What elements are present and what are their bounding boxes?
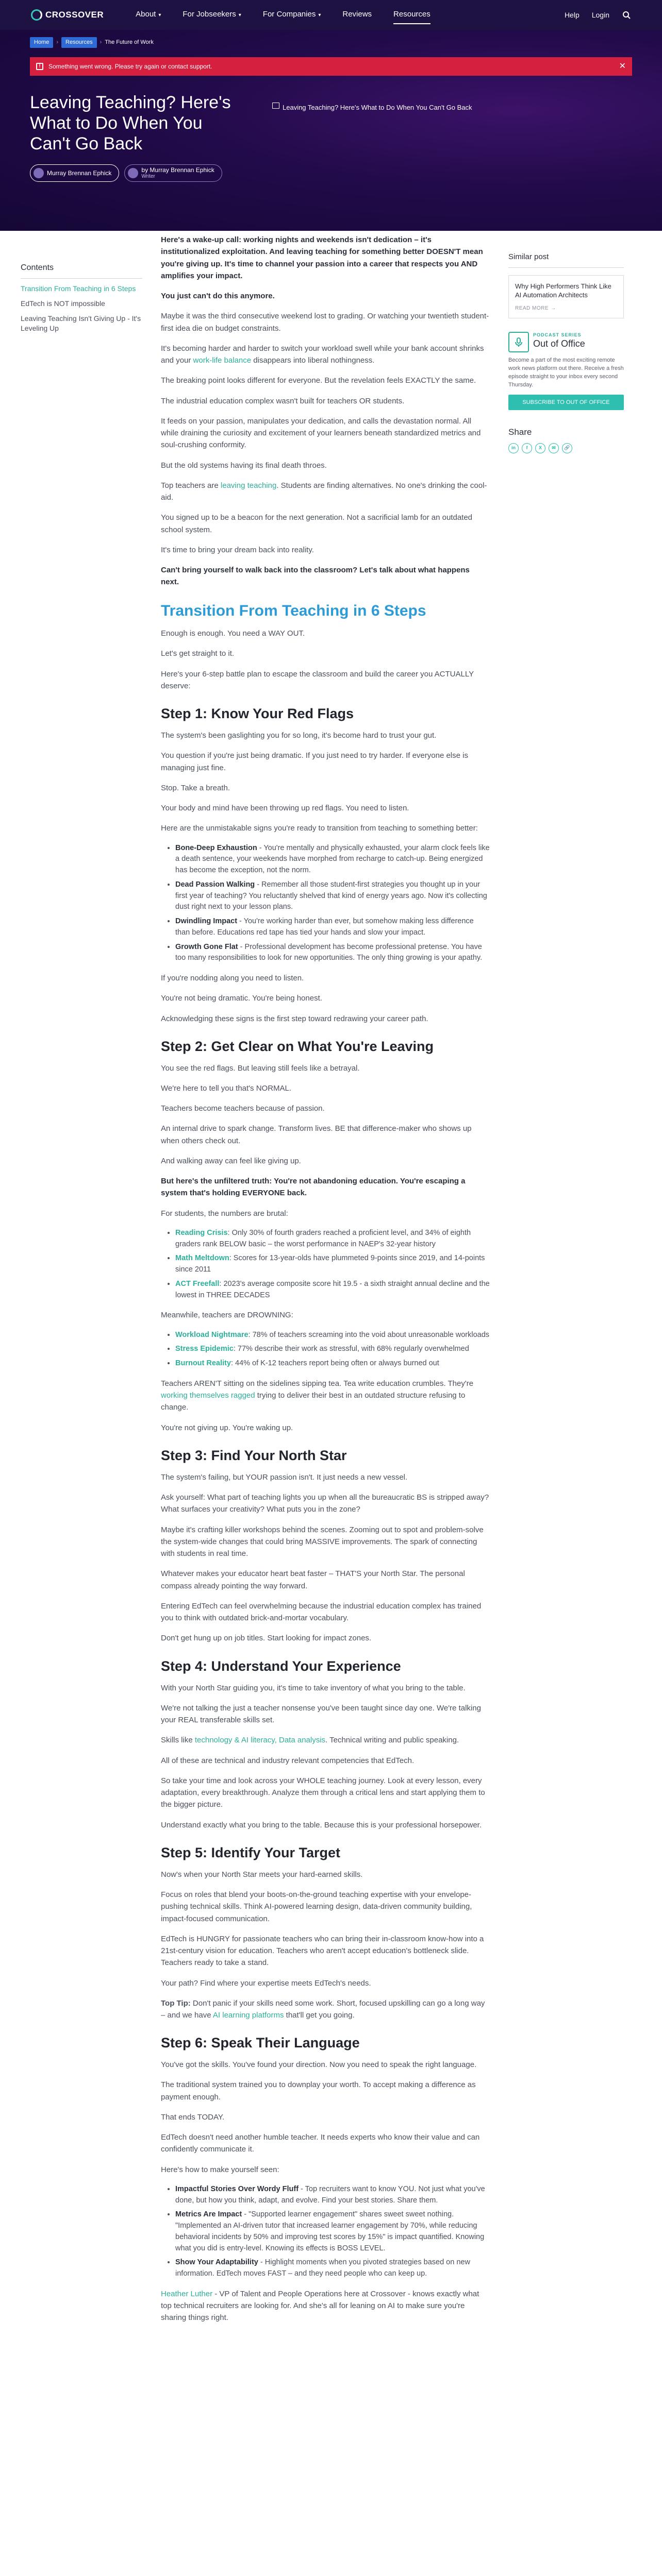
author-name: Murray Brennan Ephick <box>47 169 112 177</box>
paragraph: Ask yourself: What part of teaching lights you up when all the bureaucratic BS is stripped away? What surfaces your creativity? What puts you in the zone? <box>161 1493 489 1514</box>
paragraph: It feeds on your passion, manipulates your dedication, and calls the devastation normal. All while draining the curiosity and excitement of your learners beneath standardized metrics and soul-crushing conformity. <box>161 416 481 450</box>
paragraph <box>161 2288 490 2324</box>
paragraph: You signed up to be a beacon for the next generation. Not a sacrificial lamb for an outdated school system. <box>161 513 473 534</box>
linkedin-icon[interactable]: in <box>508 443 519 453</box>
paragraph: The breaking point looks different for everyone. But the revelation feels EXACTLY the same. <box>161 376 476 385</box>
paragraph: Whatever makes your educator heart beat faster – THAT'S your North Star. The personal compass already pointing the way forward. <box>161 1569 465 1590</box>
error-alert <box>30 57 632 76</box>
list-item-text: : 78% of teachers screaming into the void about unreasonable workloads <box>248 1330 490 1339</box>
paragraph: Maybe it was the third consecutive weekend lost to grading. Or watching your twentieth student-first idea die on budget constraints. <box>161 312 489 333</box>
paragraph: An internal drive to spark change. Transform lives. BE that difference-maker who shows up when others check out. <box>161 1124 472 1145</box>
breadcrumb-current: The Future of Work <box>105 39 154 45</box>
nav-resources[interactable]: Resources <box>393 6 431 25</box>
arrow-right-icon: → <box>551 305 556 311</box>
text: Top teachers are <box>161 481 221 490</box>
intro-paragraph: Here's a wake-up call: working nights and weekends isn't dedication – it's institutionalized exploitation. And leaving teaching for something better DOESN'T mean you're giving up. It's time to channel your passion into a career that respects you AND amplifies your impact. <box>161 235 483 280</box>
paragraph: Here are the unmistakable signs you're ready to transition from teaching to something better: <box>161 824 478 833</box>
paragraph: EdTech is HUNGRY for passionate teachers who can bring their in-classroom know-how into a 21st-century vision for education. Teachers who aren't accept education's bottleneck slide. Teachers ready to take a stand. <box>161 1934 484 1968</box>
hero-image <box>272 103 472 182</box>
top-tip-label: Top Tip: <box>161 1998 191 2008</box>
paragraph: You're not being dramatic. You're being honest. <box>161 994 322 1003</box>
authors <box>30 164 246 182</box>
stat-link[interactable]: Math Meltdown <box>175 1254 229 1263</box>
logo-mark-icon <box>31 9 42 21</box>
list-item <box>175 1358 490 1369</box>
paragraph: You question if you're just being dramatic. If you just need to try harder. If everyone else is managing just fine. <box>161 751 468 772</box>
paragraph: Stop. Take a breath. <box>161 783 230 792</box>
list-item-text: - "Supported learner engagement" shares sweet sweet nothing. "Implemented an AI-driven tutor that increased learner engagement by 70%, while reducing behavioral incidents by 50% and improving test scores by 15%" is impact quantified. Knowing what you did is entry-level. Knowing its effects is BOSS LEVEL. <box>175 2210 485 2252</box>
work-life-balance-link[interactable]: work-life balance <box>193 356 252 365</box>
list-item <box>175 2209 490 2254</box>
paragraph: But here's the unfiltered truth: You're not abandoning education. You're escaping a system that's holding EVERYONE back. <box>161 1177 466 1198</box>
nav-about[interactable] <box>136 6 161 25</box>
paragraph: You just can't do this anymore. <box>161 292 275 300</box>
working-ragged-link[interactable]: working themselves ragged <box>161 1391 255 1400</box>
paragraph: The industrial education complex wasn't built for teachers OR students. <box>161 396 405 405</box>
hero <box>0 30 662 231</box>
teacher-stats-list <box>175 1330 490 1369</box>
podcast-icon <box>508 332 529 352</box>
paragraph: With your North Star guiding you, it's time to take inventory of what you bring to the table. <box>161 1683 466 1692</box>
step-1-heading: Step 1: Know Your Red Flags <box>161 706 354 722</box>
list-item <box>175 1279 490 1301</box>
breadcrumb-resources[interactable]: Resources <box>61 37 97 48</box>
step-3-heading: Step 3: Find Your North Star <box>161 1447 347 1463</box>
broken-image-icon <box>272 103 279 109</box>
paragraph: Teachers become teachers because of passion. <box>161 1104 325 1113</box>
text: . Students are finding alternatives. No one's drinking the cool-aid. <box>161 481 487 502</box>
paragraph: It's time to bring your dream back into reality. <box>161 545 314 554</box>
table-of-contents <box>21 231 150 2332</box>
close-icon[interactable]: ✕ <box>619 61 626 71</box>
paragraph: You're not giving up. You're waking up. <box>161 1423 293 1432</box>
main-menu <box>136 6 431 25</box>
paragraph: Acknowledging these signs is the first step toward redrawing your career path. <box>161 1014 428 1023</box>
paragraph: Don't get hung up on job titles. Start looking for impact zones. <box>161 1634 372 1643</box>
paragraph: Here's how to make yourself seen: <box>161 2165 279 2174</box>
list-item <box>175 843 490 876</box>
breadcrumb-separator: › <box>56 39 59 45</box>
list-item-text: : 44% of K-12 teachers report being often or always burned out <box>230 1359 439 1368</box>
paragraph: But the old systems having its final death throes. <box>161 461 327 470</box>
podcast-header <box>508 332 624 352</box>
avatar <box>34 168 44 178</box>
share-section <box>508 426 624 453</box>
list-item-text: - Top recruiters want to know YOU. Not just what you've done, but how you think, adapt, and evolve. Find your best stories. Share them. <box>175 2184 485 2205</box>
paragraph: We're not talking the just a teacher nonsense you've been taught since day one. We're talking your REAL transferable skills set. <box>161 1703 481 1725</box>
top-navigation <box>0 0 662 30</box>
breadcrumb <box>30 30 632 48</box>
paragraph: The traditional system trained you to downplay your worth. To accept making a difference as payment enough. <box>161 2080 476 2102</box>
paragraph <box>161 480 490 504</box>
step-2-heading: Step 2: Get Clear on What You're Leaving <box>161 1038 434 1054</box>
stat-link[interactable]: ACT Freefall <box>175 1279 220 1288</box>
paragraph: So take your time and look across your WHOLE teaching journey. Look at every lesson, every adaptation, every breakthrough. Analyze them through a critical lens and start applying them to the bigger picture. <box>161 1776 485 1809</box>
paragraph: Can't bring yourself to walk back into the classroom? Let's talk about what happens next. <box>161 566 470 587</box>
list-item-text: - Highlight moments when you pivoted strategies based on new information. EdTech moves FAST – and they need people who can keep up. <box>175 2258 470 2278</box>
warning-icon: ! <box>36 63 43 70</box>
paragraph: Understand exactly what you bring to the table. Because this is your professional horsepower. <box>161 1820 482 1829</box>
breadcrumb-home[interactable]: Home <box>30 37 53 48</box>
stat-link[interactable]: Stress Epidemic <box>175 1345 234 1353</box>
chevron-down-icon: ▾ <box>238 12 241 18</box>
paragraph: Meanwhile, teachers are DROWNING: <box>161 1311 293 1320</box>
page-title: Leaving Teaching? Here's What to Do When You Can't Go Back <box>30 92 231 154</box>
podcast-tag: PODCAST SERIES <box>533 332 582 338</box>
list-item <box>175 879 490 913</box>
stat-link[interactable]: Burnout Reality <box>175 1359 231 1368</box>
podcast-promo <box>508 332 624 410</box>
toc-item[interactable]: EdTech is NOT impossible <box>21 299 105 308</box>
paragraph: Let's get straight to it. <box>161 649 235 658</box>
paragraph: Maybe it's crafting killer workshops behind the scenes. Zooming out to spot and problem-solve the system-wide changes that could bring MASSIVE improvements. The spark of connecting with students in real time. <box>161 1525 484 1558</box>
article-body <box>150 231 490 2332</box>
paragraph: Focus on roles that blend your boots-on-the-ground teaching expertise with your envelope-pushing technical skills. Think AI-powered learning design, data-driven community building, impact-focused communication. <box>161 1890 472 1923</box>
heather-luther-link[interactable]: Heather Luther <box>161 2289 213 2298</box>
ai-learning-platforms-link[interactable]: AI learning platforms <box>212 2011 284 2020</box>
search-icon[interactable] <box>622 10 631 20</box>
text: - VP of Talent and People Operations here at Crossover - knows exactly what top technical recruiters are looking for. And she's all for leaning on AI to make sure you're sharing things right. <box>161 2289 479 2323</box>
paragraph <box>161 1734 490 1746</box>
paragraph: Enough is enough. You need a WAY OUT. <box>161 629 305 638</box>
paragraph: If you're nodding along you need to listen. <box>161 974 304 983</box>
list-item-text: : Only 30% of fourth graders reached a proficient level, and 34% of eighth graders rank BELOW basic – the worst performance in NAEP's 32-year history <box>175 1228 471 1248</box>
nav-reviews[interactable]: Reviews <box>342 9 372 19</box>
related-post-title: Why High Performers Think Like AI Automation Architects <box>515 282 611 299</box>
paragraph: For students, the numbers are brutal: <box>161 1209 288 1218</box>
x-twitter-icon[interactable]: X <box>535 443 545 453</box>
list-item <box>175 1330 490 1341</box>
author-byline: by Murray Brennan Ephick <box>141 166 214 174</box>
list-item <box>175 2184 490 2207</box>
logo-text: CROSSOVER <box>45 10 104 20</box>
paragraph: That ends TODAY. <box>161 2112 225 2122</box>
chevron-down-icon: ▾ <box>158 12 161 18</box>
nav-companies-label: For Companies <box>262 9 316 19</box>
avatar <box>128 168 138 178</box>
text: . Technical writing and public speaking. <box>325 1736 459 1745</box>
author-info <box>141 166 214 180</box>
email-icon[interactable]: ✉ <box>549 443 559 453</box>
alert-text: Something went wrong. Please try again or contact support. <box>48 62 212 70</box>
read-more-link[interactable] <box>515 305 617 312</box>
list-item-text: - You're working harder than ever, but somehow making less difference than before. Educations red tape has tied your hands and slow your impact. <box>175 917 474 937</box>
text: disappears into liberal nothingness. <box>251 356 375 365</box>
login-link[interactable]: Login <box>591 10 609 19</box>
chevron-down-icon: ▾ <box>318 12 321 18</box>
red-flags-list <box>175 843 490 964</box>
list-item-text: : 2023's average composite score hit 19.5 - a sixth straight annual decline and the lowest in THREE DECADES <box>175 1279 490 1299</box>
list-item-text: : Scores for 13-year-olds have plummeted 9-points since 2019, and 14-points since 2011 <box>175 1254 485 1274</box>
step-5-heading: Step 5: Identify Your Target <box>161 1844 341 1860</box>
breadcrumb-separator: › <box>100 39 102 45</box>
paragraph <box>161 343 490 367</box>
subscribe-button[interactable]: SUBSCRIBE TO OUT OF OFFICE <box>508 395 624 411</box>
paragraph: The system's been gaslighting you for so long, it's become hard to trust your gut. <box>161 731 437 740</box>
step-6-heading: Step 6: Speak Their Language <box>161 2035 360 2051</box>
list-item-title: Growth Gone Flat <box>175 942 238 951</box>
toc-heading: Contents <box>21 262 142 279</box>
step-4-heading: Step 4: Understand Your Experience <box>161 1658 401 1674</box>
paragraph: And walking away can feel like giving up. <box>161 1156 301 1165</box>
text: Teachers AREN'T sitting on the sidelines sipping tea. Tea write education crumbles. They're <box>161 1379 474 1388</box>
share-icons <box>508 443 624 453</box>
list-item-title: Metrics Are Impact <box>175 2210 242 2219</box>
paragraph: Entering EdTech can feel overwhelming because the industrial education complex has trained you to think with outdated brick-and-mortar vocabulary. <box>161 1601 482 1623</box>
hero-left <box>30 92 246 182</box>
list-item <box>175 2257 490 2280</box>
toc-item[interactable]: Transition From Teaching in 6 Steps <box>21 284 136 293</box>
leaving-teaching-link[interactable]: leaving teaching <box>220 481 277 490</box>
share-heading: Share <box>508 427 532 437</box>
list-item-text: - Professional development has become professional pretense. You have too many responsibilities to look for new opportunities. The only thing growing is your apathy. <box>175 942 483 962</box>
list-item <box>175 916 490 939</box>
stat-link[interactable]: Workload Nightmare <box>175 1330 249 1339</box>
list-item-text: - You're mentally and physically exhausted, your alarm clock feels like a death sentence, your weekends have morphed from recharge to catch-up. Being energized has become the exception, not the norm. <box>175 843 490 875</box>
list-item-text: - Remember all those student-first strategies you thought up in your first year of teaching? You reluctantly shelved that kind of energy years ago. Now it's collecting dust right next to your lesson plans. <box>175 880 487 911</box>
list-item-title: Show Your Adaptability <box>175 2258 258 2267</box>
right-sidebar <box>508 231 624 2332</box>
list-item-title: Bone-Deep Exhaustion <box>175 843 257 852</box>
read-more-label: READ MORE <box>515 305 549 311</box>
text: that'll get you going. <box>284 2011 355 2020</box>
student-stats-list <box>175 1228 490 1301</box>
paragraph: All of these are technical and industry relevant competencies that EdTech. <box>161 1756 415 1765</box>
list-item-title: Impactful Stories Over Wordy Fluff <box>175 2184 299 2193</box>
nav-for-jobseekers[interactable] <box>183 6 241 25</box>
language-tips-list <box>175 2184 490 2280</box>
author-role: Writer <box>141 174 155 180</box>
author-pill-writer[interactable] <box>124 164 222 182</box>
copy-link-icon[interactable]: 🔗 <box>562 443 572 453</box>
nav-for-companies[interactable] <box>263 6 321 25</box>
paragraph: Now's when your North Star meets your hard-earned skills. <box>161 1870 363 1879</box>
list-item <box>175 942 490 964</box>
related-post-card[interactable] <box>508 275 624 319</box>
list-item <box>175 1253 490 1276</box>
list-item-title: Dead Passion Walking <box>175 880 255 889</box>
text: It's becoming harder and harder to switch your workload swell while your bank account shrinks and your <box>161 344 484 365</box>
text: Don't panic if your skills need some work. Short, focused upskilling can go a long way – and we have <box>161 1998 485 2020</box>
help-link[interactable]: Help <box>564 10 580 19</box>
list-item-text: : 77% describe their work as stressful, with 68% regularly overwhelmed <box>233 1345 469 1353</box>
paragraph: You've got the skills. You've found your direction. Now you need to speak the right language. <box>161 2060 477 2070</box>
paragraph: Your body and mind have been throwing up red flags. You need to listen. <box>161 804 409 813</box>
list-item-title: Dwindling Impact <box>175 917 238 926</box>
list-item <box>175 1344 490 1355</box>
main-content <box>0 231 662 2332</box>
paragraph <box>161 1378 490 1414</box>
crossover-logo[interactable] <box>31 8 104 22</box>
nav-about-label: About <box>136 9 156 19</box>
paragraph: EdTech doesn't need another humble teacher. It needs experts who know their value and can confidently communicate it. <box>161 2133 480 2154</box>
paragraph: Your path? Find where your expertise meets EdTech's needs. <box>161 1978 371 1988</box>
paragraph: We're here to tell you that's NORMAL. <box>161 1083 292 1093</box>
podcast-description: Become a part of the most exciting remote work news platform out there. Receive a fresh episode straight to your inbox every second Thursday. <box>508 357 624 388</box>
paragraph: Here's your 6-step battle plan to escape the classroom and build the career you ACTUALLY deserve: <box>161 669 474 690</box>
section-heading-steps: Transition From Teaching in 6 Steps <box>161 602 426 619</box>
nav-right <box>565 10 631 21</box>
paragraph: You see the red flags. But leaving still feels like a betrayal. <box>161 1063 360 1073</box>
similar-post-heading: Similar post <box>508 251 624 268</box>
paragraph <box>161 1997 490 2022</box>
list-item <box>175 1228 490 1250</box>
skills-link[interactable]: technology & AI literacy, Data analysis <box>194 1736 326 1745</box>
nav-jobseekers-label: For Jobseekers <box>183 9 236 19</box>
text: Skills like <box>161 1736 195 1745</box>
text: trying to deliver their best in an outdated structure refusing to change. <box>161 1391 466 1412</box>
hero-row <box>30 92 632 182</box>
facebook-icon[interactable]: f <box>522 443 532 453</box>
paragraph: The system's failing, but YOUR passion isn't. It just needs a new vessel. <box>161 1472 408 1482</box>
author-pill[interactable] <box>30 164 119 182</box>
toc-item[interactable]: Leaving Teaching Isn't Giving Up - It's Leveling Up <box>21 314 141 332</box>
podcast-title: Out of Office <box>533 338 585 349</box>
hero-image-alt: Leaving Teaching? Here's What to Do When You Can't Go Back <box>283 103 472 111</box>
podcast-title-block <box>533 332 585 349</box>
stat-link[interactable]: Reading Crisis <box>175 1228 228 1237</box>
